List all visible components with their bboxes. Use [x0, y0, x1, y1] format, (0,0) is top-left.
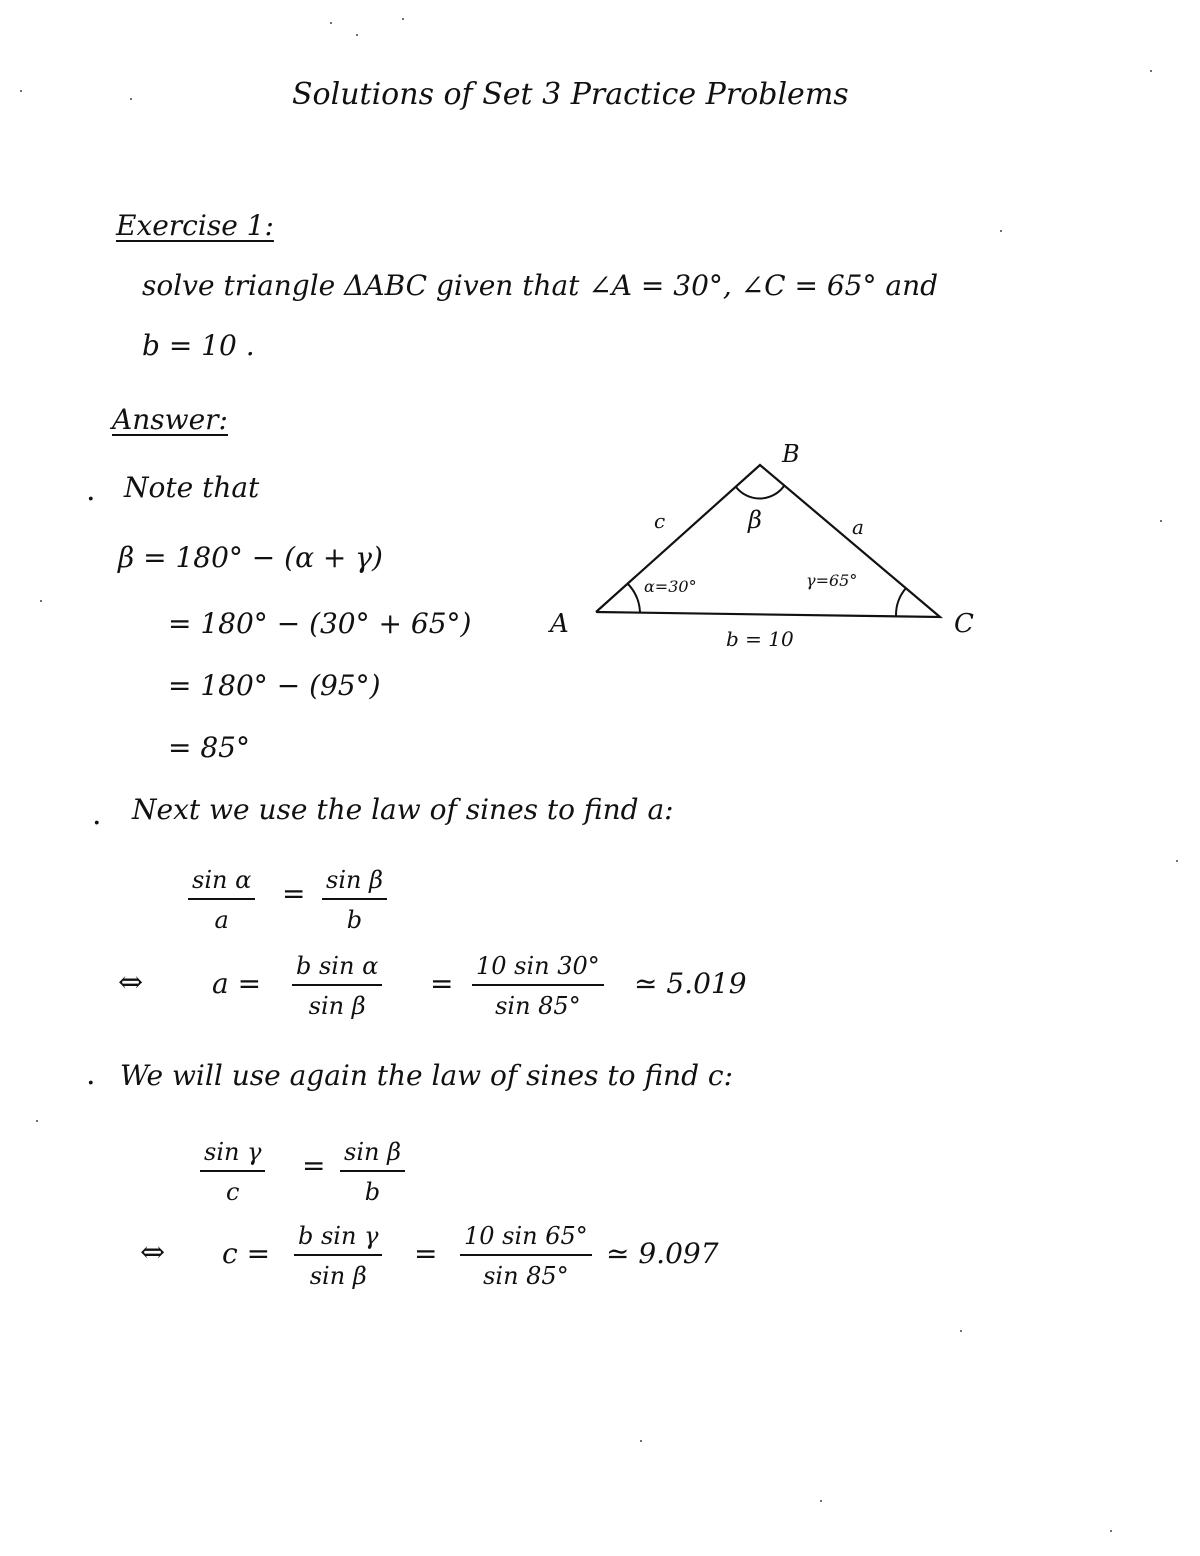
solve-c-fraction-2-denominator: sin 85° — [483, 1262, 569, 1290]
law-a-lhs-fraction — [188, 866, 255, 934]
angle-beta-label: β — [748, 506, 762, 534]
law-c-lhs-denominator: c — [225, 1178, 240, 1206]
scan-speck — [1176, 860, 1178, 862]
vertex-c-label: C — [954, 609, 974, 639]
angle-arc-c — [896, 588, 906, 616]
solve-a-fraction-2 — [472, 952, 604, 1020]
angle-arc-b — [736, 486, 784, 499]
equivalence-arrow-c: ⇔ — [140, 1235, 166, 1270]
solve-a-fraction-2-denominator: sin 85° — [495, 992, 581, 1020]
law-c-rhs-fraction — [340, 1138, 405, 1206]
scan-speck — [1110, 1530, 1112, 1532]
solve-c-fraction-1-denominator: sin β — [309, 1262, 367, 1290]
triangle-diagram — [540, 430, 1020, 660]
beta-step-2: = 180° − (30° + 65°) — [168, 607, 472, 640]
side-c-label: c — [654, 509, 666, 533]
scan-speck — [820, 1500, 822, 1502]
bullet: . — [86, 1057, 96, 1092]
solve-c-fraction-2-numerator: 10 sin 65° — [460, 1222, 592, 1256]
law-a-equals: = — [282, 877, 306, 910]
law-c-equals: = — [302, 1149, 326, 1182]
solve-c-fraction-1-numerator: b sin γ — [294, 1222, 382, 1256]
vertex-a-label: A — [550, 609, 569, 639]
solve-a-fraction-2-numerator: 10 sin 30° — [472, 952, 604, 986]
solve-a-var: a = — [212, 967, 262, 1000]
law-c-rhs-denominator: b — [364, 1178, 381, 1206]
scan-speck — [130, 98, 132, 100]
beta-step-1: β = 180° − (α + γ) — [118, 541, 383, 574]
solve-c-fraction-2 — [460, 1222, 592, 1290]
scan-speck — [330, 22, 332, 24]
law-a-lhs-denominator: a — [214, 906, 229, 934]
angle-gamma-label: γ=65° — [806, 571, 858, 590]
exercise-statement-line-2: b = 10 . — [142, 329, 255, 362]
side-b-label: b = 10 — [726, 627, 794, 651]
answer-heading: Answer: — [112, 403, 228, 436]
scan-speck — [640, 1440, 642, 1442]
bullet: . — [92, 797, 102, 832]
law-c-lhs-numerator: sin γ — [200, 1138, 265, 1172]
side-a-label: a — [852, 515, 864, 539]
law-c-lhs-fraction — [200, 1138, 265, 1206]
solve-a-fraction-1-numerator: b sin α — [292, 952, 382, 986]
bullet: . — [86, 473, 96, 508]
exercise-heading: Exercise 1: — [116, 209, 274, 242]
scan-speck — [1000, 230, 1002, 232]
solve-a-fraction-1 — [292, 952, 382, 1020]
next-text: Next we use the law of sines to find a: — [132, 793, 674, 826]
scan-speck — [20, 90, 22, 92]
angle-alpha-label: α=30° — [644, 577, 697, 596]
scan-speck — [356, 34, 358, 36]
angle-arc-a — [627, 583, 640, 612]
page-title: Solutions of Set 3 Practice Problems — [292, 77, 849, 112]
scan-speck — [36, 1120, 38, 1122]
note-text: Note that — [124, 471, 260, 504]
equivalence-arrow-a: ⇔ — [118, 965, 144, 1000]
law-a-lhs-numerator: sin α — [188, 866, 255, 900]
solve-c-var: c = — [222, 1237, 271, 1270]
scan-speck — [402, 18, 404, 20]
vertex-b-label: B — [782, 440, 800, 468]
scan-speck — [960, 1330, 962, 1332]
law-a-rhs-numerator: sin β — [322, 866, 387, 900]
solve-c-result: ≃ 9.097 — [606, 1237, 719, 1270]
solve-c-equals: = — [414, 1237, 438, 1270]
scan-speck — [40, 600, 42, 602]
law-a-rhs-denominator: b — [346, 906, 363, 934]
law-a-rhs-fraction — [322, 866, 387, 934]
solve-a-equals: = — [430, 967, 454, 1000]
solve-a-fraction-1-denominator: sin β — [308, 992, 366, 1020]
solve-c-fraction-1 — [294, 1222, 382, 1290]
exercise-statement-line-1: solve triangle ΔABC given that ∠A = 30°, ∠C = 65° and — [142, 269, 939, 302]
law-c-rhs-numerator: sin β — [340, 1138, 405, 1172]
scan-speck — [1150, 70, 1152, 72]
will-text: We will use again the law of sines to find c: — [120, 1059, 734, 1092]
beta-step-4: = 85° — [168, 731, 250, 764]
beta-step-3: = 180° − (95°) — [168, 669, 381, 702]
scan-speck — [1160, 520, 1162, 522]
solve-a-result: ≃ 5.019 — [634, 967, 747, 1000]
